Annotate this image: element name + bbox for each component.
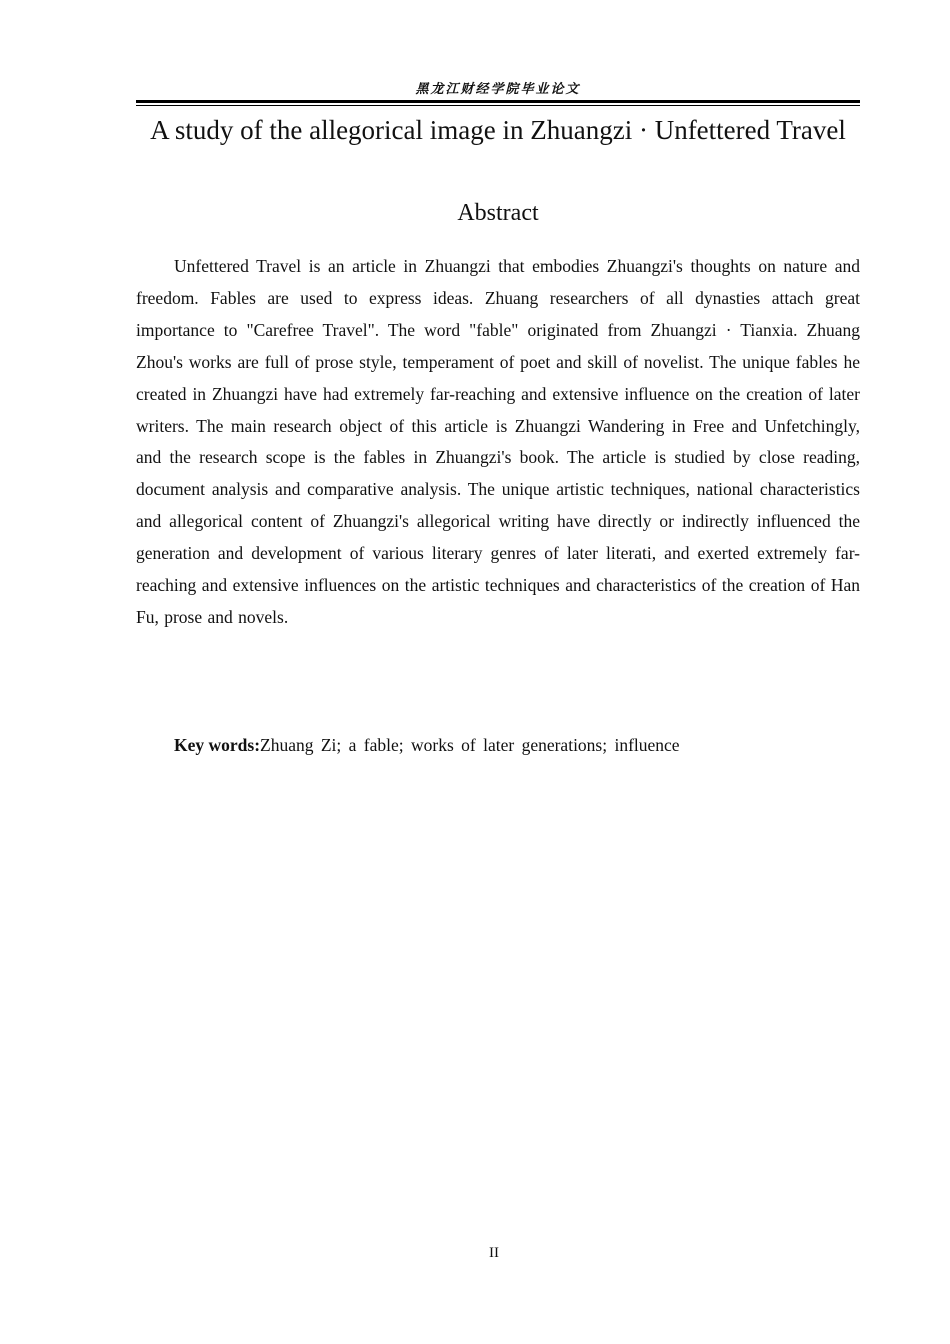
abstract-heading: Abstract [457,200,539,226]
running-header: 黑龙江财经学院毕业论文 [415,81,581,96]
abstract-body: Unfettered Travel is an article in Zhuangzi that embodies Zhuangzi's thoughts on nature and freedom. Fables are used to express ideas. Zhuang researchers of all dynasties attach great importance to "Carefree Travel". The word "fable" originated from Zhuangzi · Tianxia. Zhuang Zhou's works are full of prose style, temperament of poet and skill of novelist. The unique fables he created in Zhuangzi have had extremely far-reaching and extensive influence on the creation of later writers. The main research object of this article is Zhuangzi Wandering in Free and Unfetchingly, and the research scope is the fables in Zhuangzi's book. The article is studied by close reading, document analysis and comparative analysis. The unique artistic techniques, national characteristics and allegorical content of Zhuangzi's allegorical writing have directly or indirectly influenced the generation and development of various literary genres of later literati, and exerted extremely far-reaching and extensive influences on the artistic techniques and characteristics of the creation of Han Fu, prose and novels. [136,256,860,627]
paper-title: A study of the allegorical image in Zhuangzi · Unfettered Travel [150,115,846,145]
header-rule-thick [136,100,860,103]
keywords-label: Key words: [174,735,261,755]
keywords-line [174,731,860,759]
page-number: II [489,1245,499,1261]
keywords-value: Zhuang Zi; a fable; works of later generations; influence [260,735,680,755]
header-rule-thin [136,105,860,106]
